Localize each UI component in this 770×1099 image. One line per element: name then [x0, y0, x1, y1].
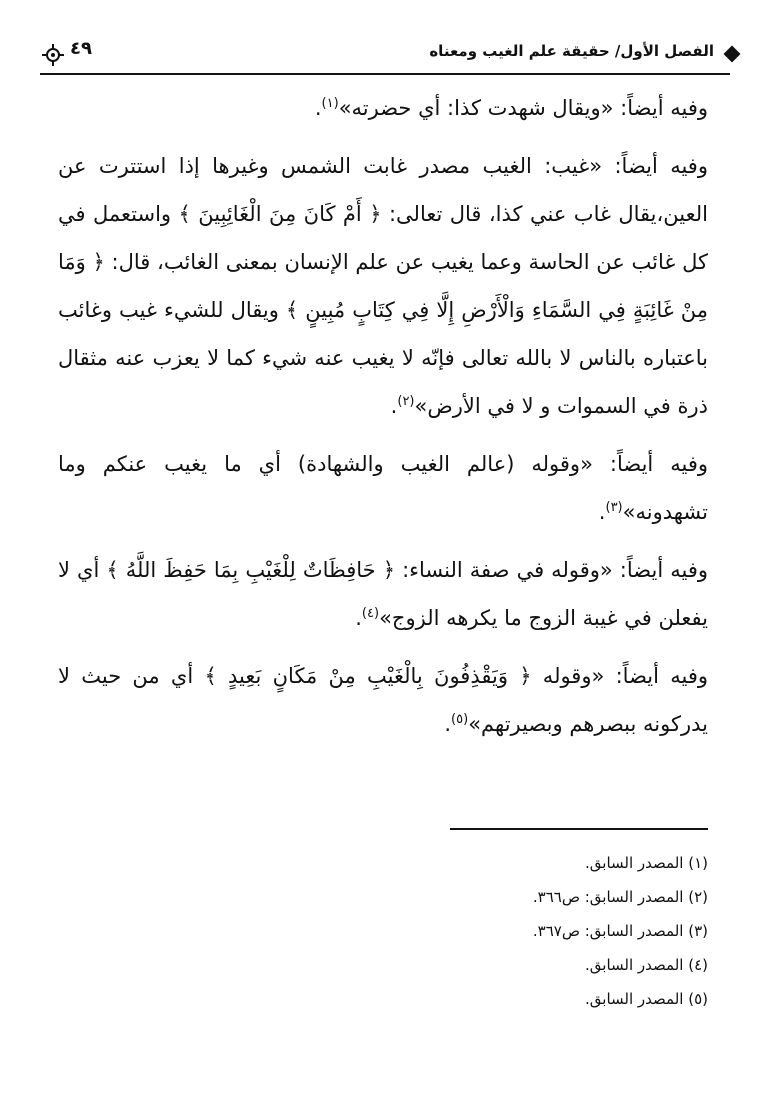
footnote-ref[interactable]: (٢)	[397, 394, 415, 409]
paragraph: وفيه أيضاً: «وقوله في صفة النساء: ﴿ حَافِظَاتٌ لِلْغَيْبِ بِمَا حَفِظَ اللَّهُ ﴾ أي لا يفعلن في غيبة الزوج ما يكرهه الزوج»$^{(٤)}$.	[58, 558, 708, 630]
footnote-ref[interactable]: (٤)	[361, 606, 380, 621]
paragraph: وفيه أيضاً: «غيب: الغيب مصدر غابت الشمس وغيرها إذا استترت عن العين،يقال غاب عني كذا، قال تعالى: ﴿ أَمْ كَانَ مِنَ الْغَائِبِينَ ﴾ واستعمل في كل غائب عن الحاسة وعما يغيب عن علم الإنسان بمعنى الغائب، قال: ﴿ وَمَا مِنْ غَائِبَةٍ فِي السَّمَاءِ وَالْأَرْضِ إِلَّا فِي كِتَابٍ مُبِينٍ ﴾ ويقال للشيء غيب وغائب باعتباره بالناس لا بالله تعالى فإنّه لا يغيب عنه شيء كما لا يعزب عنه مثقال ذرة في السموات و لا في الأرض»$^{(٢)}$.	[58, 154, 708, 418]
paragraph: وفيه أيضاً: «ويقال شهدت كذا: أي حضرته»$^{(١)}$.	[314, 96, 708, 120]
page-number: ٤٩	[70, 38, 92, 59]
header-rule	[40, 73, 730, 75]
footnotes	[308, 846, 708, 1016]
ornament-icon	[40, 42, 66, 68]
chapter-title: الفصل الأول/ حقيقة علم الغيب ومعناه	[429, 42, 714, 60]
paragraph: وفيه أيضاً: «وقوله (عالم الغيب والشهادة) أي ما يغيب عنكم وما تشهدونه»$^{(٣)}$.	[58, 452, 708, 524]
footnote-item: (٤) المصدر السابق.	[585, 956, 708, 974]
footnote-item: (٢) المصدر السابق: ص٣٦٦.	[532, 888, 708, 906]
footnote-item: (٣) المصدر السابق: ص٣٦٧.	[532, 922, 708, 940]
diamond-icon	[724, 46, 741, 63]
footnote-ref[interactable]: (٣)	[605, 500, 623, 515]
footnote-item: (٥) المصدر السابق.	[585, 990, 708, 1008]
footnote-item: (١) المصدر السابق.	[585, 854, 708, 872]
page-header	[40, 36, 730, 76]
footnote-ref[interactable]: (١)	[321, 96, 339, 111]
main-text	[58, 84, 708, 752]
footnote-separator	[450, 828, 708, 830]
paragraph: وفيه أيضاً: «وقوله ﴿ وَيَقْذِفُونَ بِالْغَيْبِ مِنْ مَكَانٍ بَعِيدٍ ﴾ أي من حيث لا يدركونه ببصرهم وبصيرتهم»$^{(٥)}$.	[58, 664, 708, 736]
footnote-ref[interactable]: (٥)	[451, 712, 469, 727]
